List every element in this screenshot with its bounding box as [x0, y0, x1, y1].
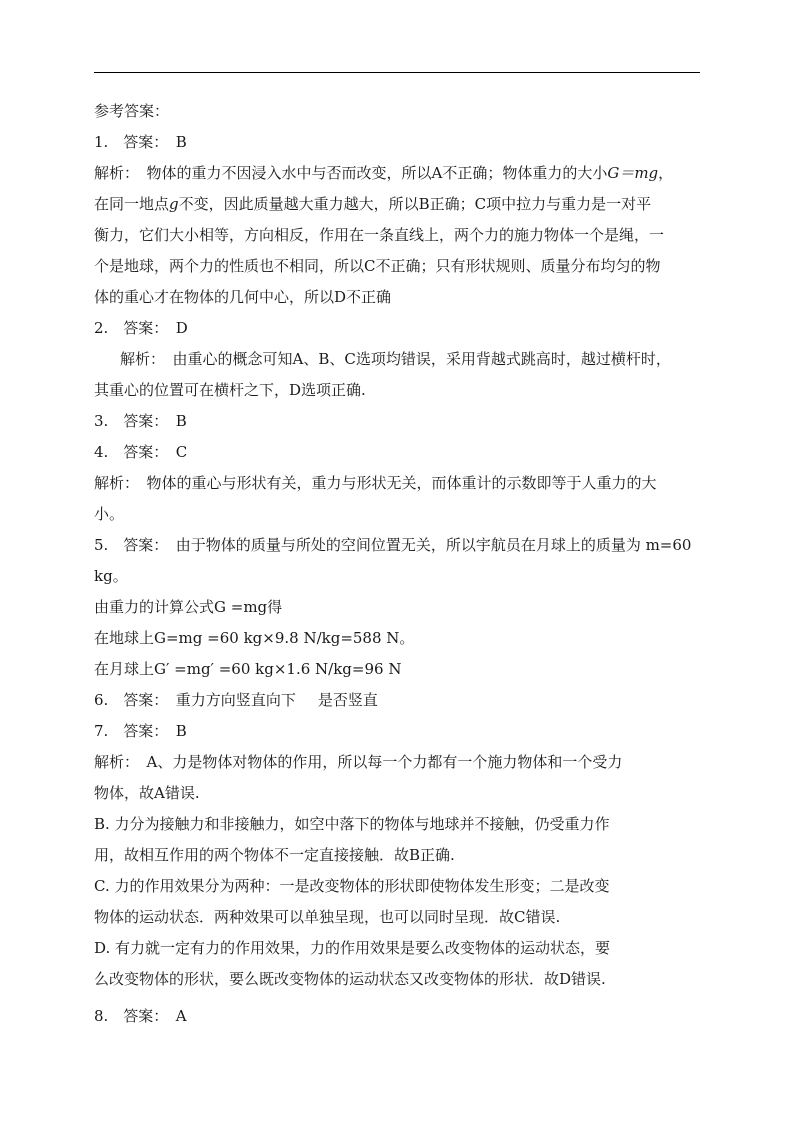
answer-key [94, 96, 704, 1032]
explanation-line: 由重力的计算公式G =mg得 [94, 598, 283, 616]
explanation-line: 物体，故A错误. [94, 784, 200, 802]
answer-line: 1. 答案： B [94, 133, 187, 151]
explanation-line: 在同一地点g不变，因此质量越大重力越大，所以B正确；C项中拉力与重力是一对平 [94, 195, 652, 213]
explanation-line: 解析： 物体的重力不因浸入水中与否而改变，所以A不正确；物体重力的大小G＝mg， [94, 164, 674, 182]
header-rule [94, 72, 700, 73]
explanation-line: 解析： A、力是物体对物体的作用，所以每一个力都有一个施力物体和一个受力 [94, 753, 623, 771]
explanation-line: 衡力，它们大小相等，方向相反，作用在一条直线上，两个力的施力物体一个是绳，一 [94, 226, 665, 244]
explanation-line: 小。 [94, 505, 125, 523]
explanation-line: 在地球上G=mg =60 kg×9.8 N/kg=588 N。 [94, 629, 415, 647]
answer-line: 7. 答案： B [94, 722, 187, 740]
answer-line: 5. 答案： 由于物体的质量与所处的空间位置无关，所以宇航员在月球上的质量为 m=60 [94, 536, 692, 554]
explanation-line: 解析： 由重心的概念可知A、B、C选项均错误，采用背越式跳高时，越过横杆时， [120, 350, 671, 368]
explanation-line: B. 力分为接触力和非接触力，如空中落下的物体与地球并不接触，仍受重力作 [94, 815, 610, 833]
explanation-line: 用，故相互作用的两个物体不一定直接接触．故B正确. [94, 846, 455, 864]
answer-line: 4. 答案： C [94, 443, 188, 461]
explanation-line: 解析： 物体的重心与形状有关，重力与形状无关，而体重计的示数即等于人重力的大 [94, 474, 657, 492]
explanation-line: 么改变物体的形状，要么既改变物体的运动状态又改变物体的形状．故D错误. [94, 970, 606, 988]
explanation-line: C. 力的作用效果分为两种：一是改变物体的形状即使物体发生形变；二是改变 [94, 877, 610, 895]
explanation-line: kg。 [94, 567, 128, 585]
explanation-line: 物体的运动状态．两种效果可以单独呈现，也可以同时呈现．故C错误. [94, 908, 561, 926]
answer-line: 6. 答案： 重力方向竖直向下 是否竖直 [94, 691, 378, 709]
section-heading: 参考答案： [94, 102, 170, 120]
answer-line: 2. 答案： D [94, 319, 188, 337]
formula: G＝mg [607, 164, 659, 182]
explanation-line: D. 有力就一定有力的作用效果，力的作用效果是要么改变物体的运动状态，要 [94, 939, 611, 957]
explanation-line: 个是地球，两个力的性质也不相同，所以C不正确；只有形状规则、质量分布均匀的物 [94, 257, 661, 275]
explanation-line: 体的重心才在物体的几何中心，所以D不正确 [94, 288, 392, 306]
symbol: g [169, 195, 179, 213]
answer-line: 8. 答案： A [94, 1007, 187, 1025]
explanation-line: 在月球上G′ =mg′ =60 kg×1.6 N/kg=96 N [94, 660, 402, 678]
explanation-line: 其重心的位置可在横杆之下，D选项正确. [94, 381, 366, 399]
answer-line: 3. 答案： B [94, 412, 187, 430]
